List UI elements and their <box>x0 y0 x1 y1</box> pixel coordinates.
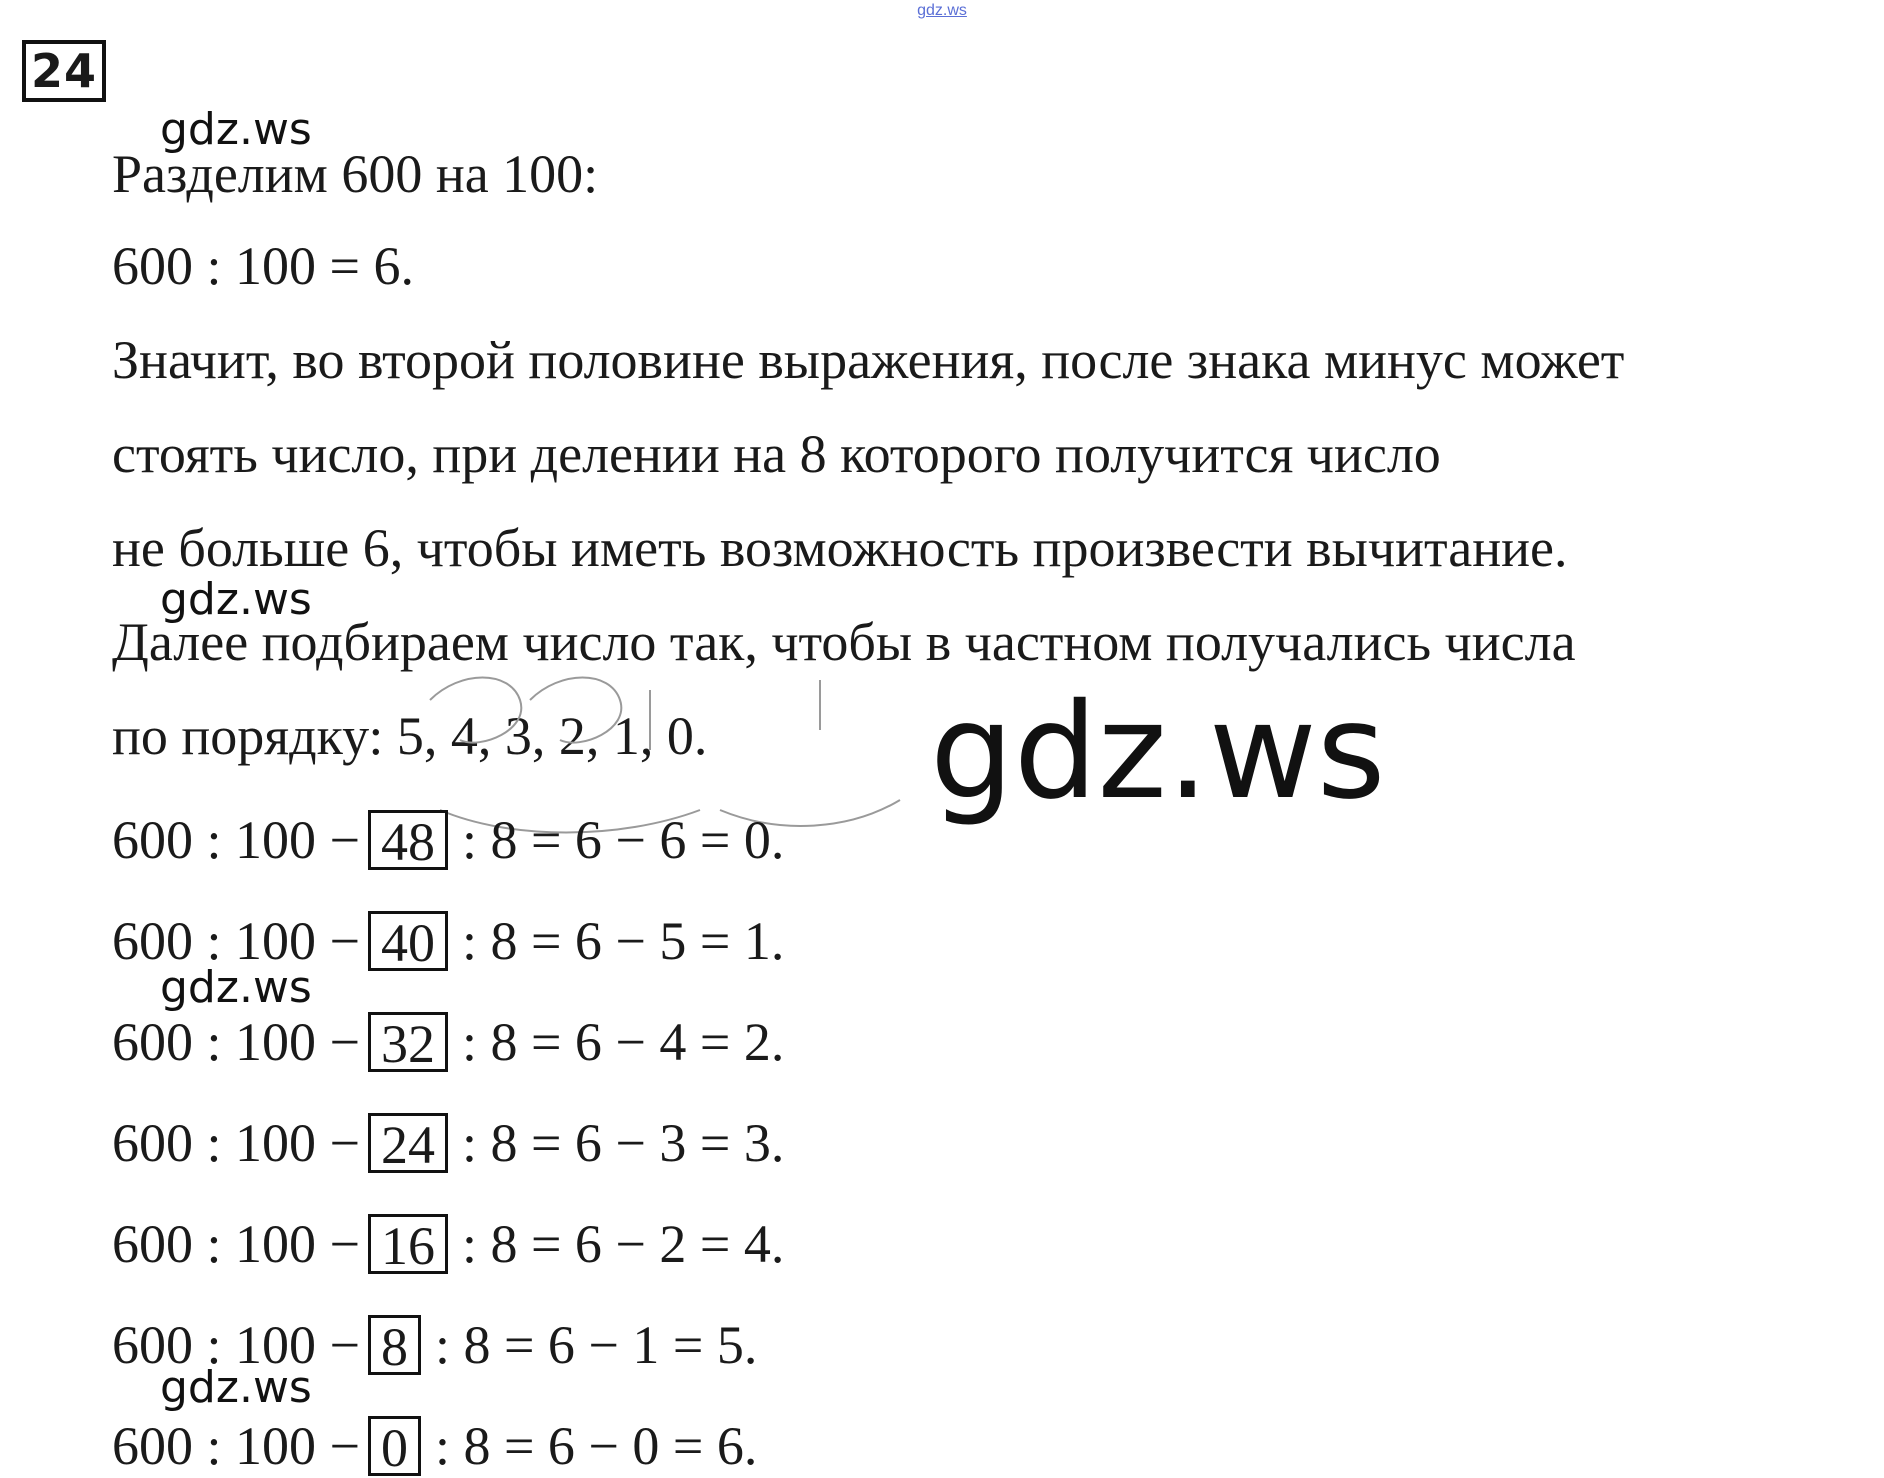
text-line: Разделим 600 на 100: <box>112 144 599 204</box>
equation-row <box>112 1309 757 1375</box>
equation-suffix: : 8 = 6 − 5 = 1. <box>461 910 785 971</box>
answer-box: 40 <box>368 911 448 971</box>
equation-row <box>112 804 784 870</box>
answer-box: 16 <box>368 1214 448 1274</box>
watermark: gdz.ws <box>160 574 312 625</box>
text-line: стоять число, при делении на 8 которого получится число <box>112 424 1441 484</box>
watermark: gdz.ws <box>160 1362 312 1413</box>
text-line: 600 : 100 = 6. <box>112 236 414 296</box>
equation-row <box>112 1107 784 1173</box>
watermark: gdz.ws <box>160 104 312 155</box>
equation-row <box>112 1410 757 1476</box>
equation-suffix: : 8 = 6 − 0 = 6. <box>434 1415 758 1476</box>
equation-suffix: : 8 = 6 − 3 = 3. <box>461 1112 785 1173</box>
answer-box: 32 <box>368 1012 448 1072</box>
equation-prefix: 600 : 100 − <box>112 1011 360 1072</box>
text-line: Значит, во второй половине выражения, после знака минус может <box>112 330 1625 390</box>
equation-prefix: 600 : 100 − <box>112 1213 360 1274</box>
equation-suffix: : 8 = 6 − 2 = 4. <box>461 1213 785 1274</box>
site-watermark-top: gdz.ws <box>917 2 967 19</box>
answer-box: 24 <box>368 1113 448 1173</box>
equation-row <box>112 1208 784 1274</box>
answer-box: 0 <box>368 1416 421 1476</box>
equation-prefix: 600 : 100 − <box>112 1112 360 1173</box>
equation-suffix: : 8 = 6 − 1 = 5. <box>434 1314 758 1375</box>
answer-box: 8 <box>368 1315 421 1375</box>
watermark-large: gdz.ws <box>930 675 1386 829</box>
equation-row <box>112 1006 784 1072</box>
equation-suffix: : 8 = 6 − 6 = 0. <box>461 809 785 870</box>
equation-suffix: : 8 = 6 − 4 = 2. <box>461 1011 785 1072</box>
text-line: не больше 6, чтобы иметь возможность произвести вычитание. <box>112 518 1568 578</box>
equation-prefix: 600 : 100 − <box>112 1415 360 1476</box>
task-number-badge: 24 <box>22 40 106 102</box>
equation-row <box>112 905 784 971</box>
watermark: gdz.ws <box>160 962 312 1013</box>
equation-prefix: 600 : 100 − <box>112 809 360 870</box>
equation-prefix: 600 : 100 − <box>112 1314 360 1375</box>
text-line: Далее подбираем число так, чтобы в частном получались числа <box>112 612 1576 672</box>
text-line: по порядку: 5, 4, 3, 2, 1, 0. <box>112 706 708 766</box>
equation-prefix: 600 : 100 − <box>112 910 360 971</box>
answer-box: 48 <box>368 810 448 870</box>
